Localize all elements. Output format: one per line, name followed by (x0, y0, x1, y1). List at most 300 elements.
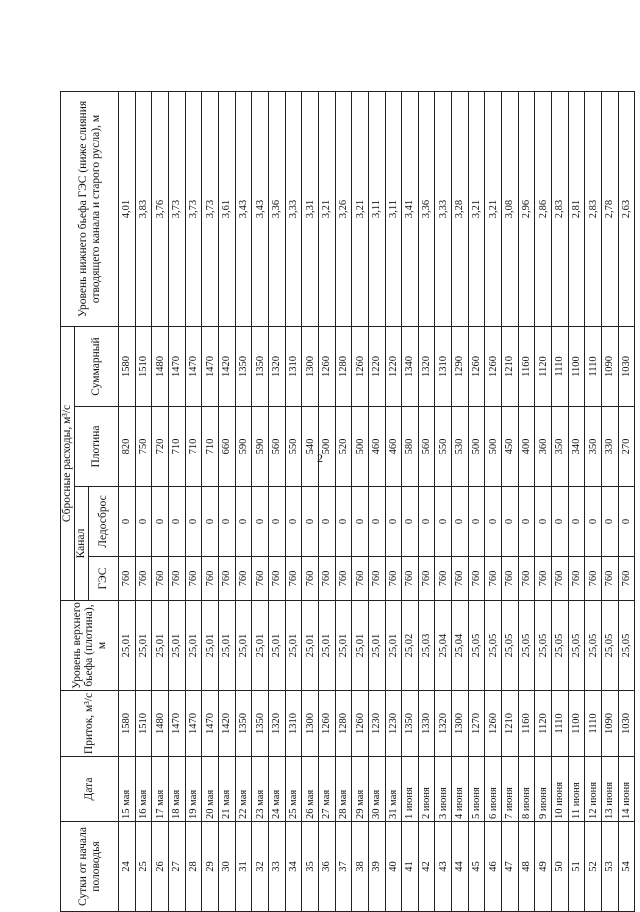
cell-downstream: 2,83 (552, 92, 569, 327)
cell-upstream: 25,01 (235, 601, 252, 691)
cell-total: 1110 (585, 327, 602, 407)
table-row (119, 92, 136, 912)
cell-downstream: 3,26 (335, 92, 352, 327)
cell-ges: 760 (618, 557, 635, 601)
cell-day: 50 (552, 822, 569, 912)
cell-upstream: 25,05 (535, 601, 552, 691)
cell-dam: 500 (318, 407, 335, 487)
cell-date: 25 мая (285, 757, 302, 822)
header-ges: ГЭС (89, 557, 119, 601)
cell-date: 27 мая (318, 757, 335, 822)
cell-ice: 0 (485, 487, 502, 557)
cell-total: 1340 (402, 327, 419, 407)
cell-downstream: 2,78 (602, 92, 619, 327)
cell-inflow: 1510 (135, 691, 152, 757)
cell-downstream: 3,21 (485, 92, 502, 327)
cell-date: 23 мая (252, 757, 269, 822)
cell-dam: 590 (235, 407, 252, 487)
table-row (468, 92, 485, 912)
cell-total: 1310 (435, 327, 452, 407)
cell-ice: 0 (385, 487, 402, 557)
page-number: 2 (317, 451, 323, 465)
cell-downstream: 3,33 (435, 92, 452, 327)
cell-inflow: 1210 (502, 691, 519, 757)
cell-day: 52 (585, 822, 602, 912)
cell-total: 1220 (385, 327, 402, 407)
cell-day: 49 (535, 822, 552, 912)
cell-date: 18 мая (168, 757, 185, 822)
cell-dam: 520 (335, 407, 352, 487)
cell-day: 42 (418, 822, 435, 912)
cell-total: 1580 (119, 327, 136, 407)
cell-ice: 0 (302, 487, 319, 557)
cell-date: 11 июня (568, 757, 585, 822)
header-day: Сутки от начала половодья (61, 822, 119, 912)
cell-inflow: 1260 (352, 691, 369, 757)
header-total: Суммарный (75, 327, 119, 407)
cell-upstream: 25,04 (435, 601, 452, 691)
cell-upstream: 25,01 (202, 601, 219, 691)
cell-ice: 0 (202, 487, 219, 557)
cell-dam: 460 (368, 407, 385, 487)
cell-dam: 660 (218, 407, 235, 487)
cell-downstream: 2,86 (535, 92, 552, 327)
cell-date: 28 мая (335, 757, 352, 822)
cell-date: 7 июня (502, 757, 519, 822)
cell-ice: 0 (352, 487, 369, 557)
cell-upstream: 25,01 (385, 601, 402, 691)
cell-ice: 0 (185, 487, 202, 557)
cell-date: 30 мая (368, 757, 385, 822)
cell-total: 1420 (218, 327, 235, 407)
cell-date: 3 июня (435, 757, 452, 822)
cell-inflow: 1420 (218, 691, 235, 757)
cell-ges: 760 (368, 557, 385, 601)
cell-day: 29 (202, 822, 219, 912)
table-row (218, 92, 235, 912)
cell-upstream: 25,01 (218, 601, 235, 691)
cell-date: 13 июня (602, 757, 619, 822)
cell-ice: 0 (135, 487, 152, 557)
cell-inflow: 1280 (335, 691, 352, 757)
cell-dam: 460 (385, 407, 402, 487)
table-row (335, 92, 352, 912)
cell-total: 1260 (352, 327, 369, 407)
cell-total: 1160 (518, 327, 535, 407)
cell-upstream: 25,05 (618, 601, 635, 691)
cell-dam: 710 (168, 407, 185, 487)
cell-inflow: 1110 (585, 691, 602, 757)
cell-ges: 760 (585, 557, 602, 601)
cell-ges: 760 (235, 557, 252, 601)
cell-date: 2 июня (418, 757, 435, 822)
cell-inflow: 1480 (152, 691, 169, 757)
cell-day: 46 (485, 822, 502, 912)
cell-downstream: 3,21 (352, 92, 369, 327)
cell-inflow: 1120 (535, 691, 552, 757)
cell-day: 44 (452, 822, 469, 912)
table-row (235, 92, 252, 912)
cell-ges: 760 (268, 557, 285, 601)
cell-upstream: 25,05 (468, 601, 485, 691)
cell-dam: 820 (119, 407, 136, 487)
cell-total: 1260 (468, 327, 485, 407)
cell-dam: 580 (402, 407, 419, 487)
cell-ges: 760 (535, 557, 552, 601)
cell-ice: 0 (418, 487, 435, 557)
cell-ice: 0 (168, 487, 185, 557)
cell-ice: 0 (518, 487, 535, 557)
table-row (168, 92, 185, 912)
cell-inflow: 1260 (318, 691, 335, 757)
cell-day: 38 (352, 822, 369, 912)
cell-total: 1350 (252, 327, 269, 407)
table-row (368, 92, 385, 912)
cell-ice: 0 (502, 487, 519, 557)
cell-total: 1260 (318, 327, 335, 407)
cell-upstream: 25,05 (568, 601, 585, 691)
cell-upstream: 25,01 (368, 601, 385, 691)
cell-ges: 760 (552, 557, 569, 601)
cell-ice: 0 (468, 487, 485, 557)
cell-ges: 760 (335, 557, 352, 601)
cell-upstream: 25,05 (585, 601, 602, 691)
cell-day: 39 (368, 822, 385, 912)
cell-ice: 0 (285, 487, 302, 557)
cell-total: 1030 (618, 327, 635, 407)
cell-total: 1480 (152, 327, 169, 407)
cell-inflow: 1350 (252, 691, 269, 757)
cell-inflow: 1470 (168, 691, 185, 757)
cell-total: 1510 (135, 327, 152, 407)
cell-upstream: 25,03 (418, 601, 435, 691)
table-row (568, 92, 585, 912)
cell-ges: 760 (152, 557, 169, 601)
header-date: Дата (61, 757, 119, 822)
cell-dam: 500 (485, 407, 502, 487)
table-row (285, 92, 302, 912)
cell-upstream: 25,02 (402, 601, 419, 691)
cell-upstream: 25,01 (335, 601, 352, 691)
cell-ges: 760 (185, 557, 202, 601)
cell-upstream: 25,05 (552, 601, 569, 691)
header-dam: Плотина (75, 407, 119, 487)
cell-day: 53 (602, 822, 619, 912)
table-row (518, 92, 535, 912)
cell-date: 21 мая (218, 757, 235, 822)
cell-downstream: 3,11 (368, 92, 385, 327)
cell-inflow: 1470 (185, 691, 202, 757)
cell-day: 37 (335, 822, 352, 912)
cell-inflow: 1330 (418, 691, 435, 757)
cell-ice: 0 (368, 487, 385, 557)
cell-dam: 550 (285, 407, 302, 487)
header-upstream-level: Уровень верхнего бьефа (плотина), м (61, 601, 119, 691)
cell-inflow: 1350 (235, 691, 252, 757)
table-row (185, 92, 202, 912)
cell-day: 54 (618, 822, 635, 912)
cell-day: 51 (568, 822, 585, 912)
cell-upstream: 25,05 (502, 601, 519, 691)
cell-ice: 0 (618, 487, 635, 557)
cell-day: 35 (302, 822, 319, 912)
cell-ges: 760 (468, 557, 485, 601)
cell-date: 5 июня (468, 757, 485, 822)
header-discharges: Сбросные расходы, м³/с (61, 327, 75, 601)
cell-day: 28 (185, 822, 202, 912)
cell-downstream: 3,21 (468, 92, 485, 327)
cell-downstream: 3,61 (218, 92, 235, 327)
cell-total: 1210 (502, 327, 519, 407)
cell-upstream: 25,01 (135, 601, 152, 691)
cell-dam: 350 (585, 407, 602, 487)
cell-total: 1350 (235, 327, 252, 407)
cell-upstream: 25,01 (119, 601, 136, 691)
cell-downstream: 3,33 (285, 92, 302, 327)
cell-date: 24 мая (268, 757, 285, 822)
cell-downstream: 3,43 (252, 92, 269, 327)
cell-day: 31 (235, 822, 252, 912)
cell-inflow: 1310 (285, 691, 302, 757)
table-row (618, 92, 635, 912)
cell-ice: 0 (235, 487, 252, 557)
cell-dam: 550 (435, 407, 452, 487)
cell-downstream: 3,73 (202, 92, 219, 327)
cell-ice: 0 (268, 487, 285, 557)
cell-ges: 760 (435, 557, 452, 601)
cell-ges: 760 (318, 557, 335, 601)
cell-inflow: 1030 (618, 691, 635, 757)
cell-ice: 0 (602, 487, 619, 557)
cell-total: 1320 (268, 327, 285, 407)
cell-upstream: 25,01 (285, 601, 302, 691)
header-canal: Канал (75, 487, 89, 601)
cell-total: 1110 (552, 327, 569, 407)
cell-ice: 0 (152, 487, 169, 557)
cell-date: 10 июня (552, 757, 569, 822)
cell-downstream: 3,73 (185, 92, 202, 327)
cell-ges: 760 (518, 557, 535, 601)
cell-upstream: 25,05 (485, 601, 502, 691)
cell-day: 27 (168, 822, 185, 912)
cell-ice: 0 (585, 487, 602, 557)
cell-ges: 760 (119, 557, 136, 601)
cell-upstream: 25,01 (185, 601, 202, 691)
cell-inflow: 1320 (435, 691, 452, 757)
cell-date: 8 июня (518, 757, 535, 822)
header-ice: Ледосброс (89, 487, 119, 557)
cell-day: 24 (119, 822, 136, 912)
cell-inflow: 1160 (518, 691, 535, 757)
table-row (202, 92, 219, 912)
cell-downstream: 3,73 (168, 92, 185, 327)
cell-dam: 530 (452, 407, 469, 487)
cell-total: 1260 (485, 327, 502, 407)
cell-upstream: 25,01 (152, 601, 169, 691)
cell-downstream: 2,63 (618, 92, 635, 327)
table-row (418, 92, 435, 912)
table-row (535, 92, 552, 912)
header-downstream-level: Уровень нижнего бьефа ГЭС (ниже слияния отводящего канала и старого русла), м (61, 92, 119, 327)
cell-downstream: 3,36 (418, 92, 435, 327)
cell-total: 1470 (202, 327, 219, 407)
table-row (268, 92, 285, 912)
cell-ice: 0 (318, 487, 335, 557)
cell-upstream: 25,05 (518, 601, 535, 691)
cell-total: 1320 (418, 327, 435, 407)
table-row (485, 92, 502, 912)
table-row (552, 92, 569, 912)
cell-dam: 350 (552, 407, 569, 487)
cell-date: 26 мая (302, 757, 319, 822)
cell-day: 25 (135, 822, 152, 912)
table-row (452, 92, 469, 912)
cell-ges: 760 (418, 557, 435, 601)
cell-total: 1100 (568, 327, 585, 407)
table-row (302, 92, 319, 912)
cell-dam: 560 (418, 407, 435, 487)
cell-inflow: 1090 (602, 691, 619, 757)
cell-day: 26 (152, 822, 169, 912)
cell-upstream: 25,01 (352, 601, 369, 691)
cell-ice: 0 (252, 487, 269, 557)
cell-downstream: 4,01 (119, 92, 136, 327)
cell-date: 14 июня (618, 757, 635, 822)
cell-total: 1290 (452, 327, 469, 407)
cell-date: 1 июня (402, 757, 419, 822)
table-row (318, 92, 335, 912)
cell-downstream: 3,41 (402, 92, 419, 327)
cell-downstream: 3,28 (452, 92, 469, 327)
cell-dam: 710 (185, 407, 202, 487)
cell-downstream: 2,96 (518, 92, 535, 327)
table-row (502, 92, 519, 912)
cell-ice: 0 (218, 487, 235, 557)
cell-total: 1470 (168, 327, 185, 407)
cell-downstream: 2,83 (585, 92, 602, 327)
cell-dam: 340 (568, 407, 585, 487)
cell-total: 1120 (535, 327, 552, 407)
cell-ice: 0 (535, 487, 552, 557)
cell-inflow: 1580 (119, 691, 136, 757)
cell-total: 1470 (185, 327, 202, 407)
table-row (585, 92, 602, 912)
cell-day: 36 (318, 822, 335, 912)
cell-dam: 330 (602, 407, 619, 487)
cell-ges: 760 (485, 557, 502, 601)
cell-date: 6 июня (485, 757, 502, 822)
cell-date: 29 мая (352, 757, 369, 822)
cell-inflow: 1270 (468, 691, 485, 757)
cell-downstream: 3,83 (135, 92, 152, 327)
cell-downstream: 3,21 (318, 92, 335, 327)
cell-day: 32 (252, 822, 269, 912)
table-row (402, 92, 419, 912)
cell-ges: 760 (202, 557, 219, 601)
cell-date: 20 мая (202, 757, 219, 822)
cell-ice: 0 (402, 487, 419, 557)
cell-ice: 0 (335, 487, 352, 557)
cell-dam: 590 (252, 407, 269, 487)
cell-date: 17 мая (152, 757, 169, 822)
cell-total: 1220 (368, 327, 385, 407)
cell-ice: 0 (452, 487, 469, 557)
cell-ice: 0 (552, 487, 569, 557)
cell-dam: 710 (202, 407, 219, 487)
cell-inflow: 1110 (552, 691, 569, 757)
table-row (252, 92, 269, 912)
cell-inflow: 1320 (268, 691, 285, 757)
rotated-table-container (60, 92, 632, 912)
cell-ges: 760 (568, 557, 585, 601)
table-row (135, 92, 152, 912)
cell-downstream: 3,36 (268, 92, 285, 327)
cell-ice: 0 (119, 487, 136, 557)
table-body (119, 92, 635, 912)
cell-dam: 270 (618, 407, 635, 487)
cell-total: 1310 (285, 327, 302, 407)
cell-ges: 760 (602, 557, 619, 601)
cell-date: 31 мая (385, 757, 402, 822)
cell-ges: 760 (452, 557, 469, 601)
cell-total: 1280 (335, 327, 352, 407)
cell-inflow: 1470 (202, 691, 219, 757)
cell-dam: 360 (535, 407, 552, 487)
cell-inflow: 1100 (568, 691, 585, 757)
cell-downstream: 3,31 (302, 92, 319, 327)
cell-ges: 760 (218, 557, 235, 601)
cell-ges: 760 (135, 557, 152, 601)
cell-day: 40 (385, 822, 402, 912)
cell-dam: 560 (268, 407, 285, 487)
cell-downstream: 3,43 (235, 92, 252, 327)
table-row (602, 92, 619, 912)
cell-inflow: 1230 (368, 691, 385, 757)
cell-inflow: 1300 (452, 691, 469, 757)
cell-ges: 760 (285, 557, 302, 601)
cell-dam: 540 (302, 407, 319, 487)
cell-day: 45 (468, 822, 485, 912)
cell-ges: 760 (402, 557, 419, 601)
cell-upstream: 25,01 (302, 601, 319, 691)
cell-day: 30 (218, 822, 235, 912)
cell-upstream: 25,01 (268, 601, 285, 691)
cell-dam: 400 (518, 407, 535, 487)
cell-inflow: 1350 (402, 691, 419, 757)
cell-dam: 750 (135, 407, 152, 487)
cell-inflow: 1230 (385, 691, 402, 757)
cell-date: 12 июня (585, 757, 602, 822)
cell-ges: 760 (252, 557, 269, 601)
cell-upstream: 25,01 (252, 601, 269, 691)
cell-ges: 760 (352, 557, 369, 601)
cell-day: 33 (268, 822, 285, 912)
cell-total: 1090 (602, 327, 619, 407)
cell-dam: 450 (502, 407, 519, 487)
cell-total: 1300 (302, 327, 319, 407)
cell-date: 19 мая (185, 757, 202, 822)
cell-date: 15 мая (119, 757, 136, 822)
cell-inflow: 1260 (485, 691, 502, 757)
cell-upstream: 25,04 (452, 601, 469, 691)
cell-day: 48 (518, 822, 535, 912)
header-inflow: Приток, м³/с (61, 691, 119, 757)
cell-ges: 760 (302, 557, 319, 601)
cell-ges: 760 (168, 557, 185, 601)
cell-day: 47 (502, 822, 519, 912)
cell-upstream: 25,05 (602, 601, 619, 691)
cell-day: 34 (285, 822, 302, 912)
